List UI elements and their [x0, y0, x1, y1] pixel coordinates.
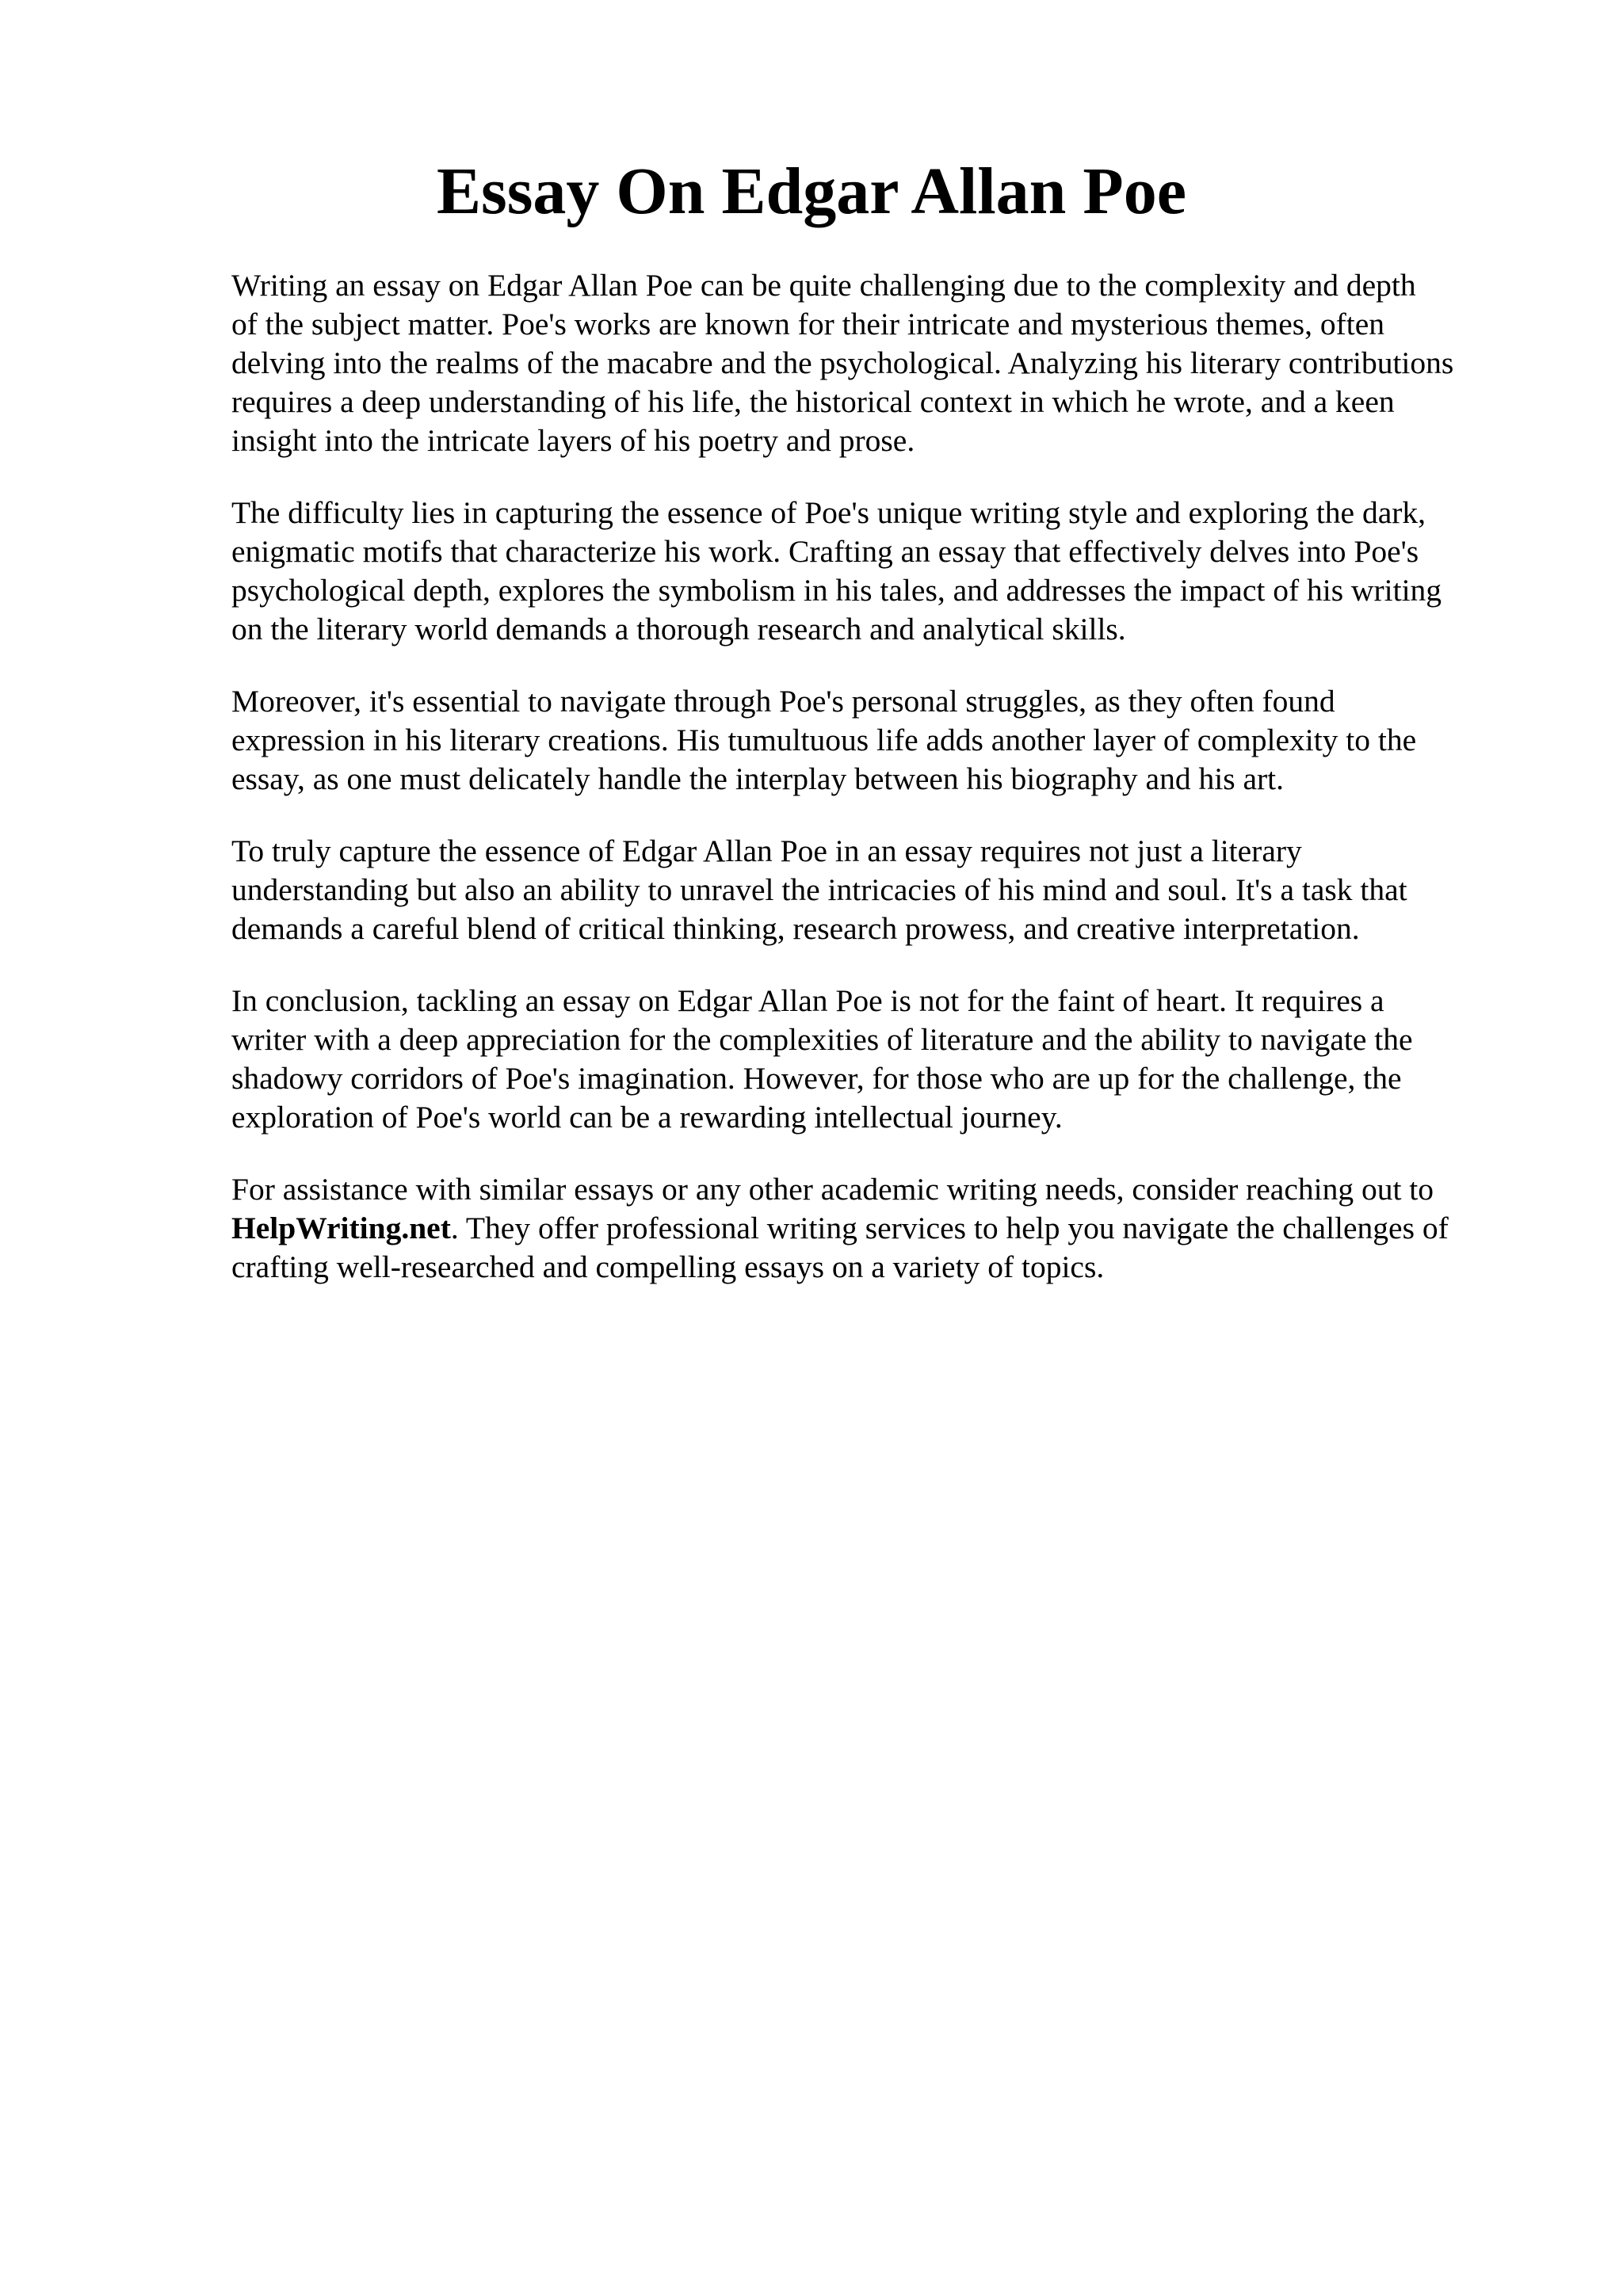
- paragraph-line: demands a careful blend of critical thinking, research prowess, and creative interpretation.: [231, 911, 1360, 946]
- paragraph-line: expression in his literary creations. His tumultuous life adds another layer of complexity to the: [231, 723, 1417, 757]
- paragraph-5: [231, 982, 1531, 1137]
- paragraph-line: Moreover, it's essential to navigate through Poe's personal struggles, as they often found: [231, 684, 1335, 719]
- paragraph-3: [231, 682, 1531, 799]
- paragraph-line: writer with a deep appreciation for the complexities of literature and the ability to navigate the: [231, 1022, 1413, 1057]
- paragraph-line: psychological depth, explores the symbolism in his tales, and addresses the impact of his writing: [231, 573, 1442, 608]
- paragraph-line: To truly capture the essence of Edgar Allan Poe in an essay requires not just a literary: [231, 833, 1302, 868]
- paragraph-line: understanding but also an ability to unravel the intricacies of his mind and soul. It's a task that: [231, 872, 1407, 907]
- paragraph-line: shadowy corridors of Poe's imagination. However, for those who are up for the challenge, the: [231, 1061, 1402, 1096]
- essay-body: [231, 266, 1531, 1320]
- paragraph-line: crafting well-researched and compelling essays on a variety of topics.: [231, 1249, 1105, 1284]
- helpwriting-brand-link[interactable]: HelpWriting.net: [231, 1211, 451, 1245]
- paragraph-line: In conclusion, tackling an essay on Edgar Allan Poe is not for the faint of heart. It requires a: [231, 983, 1384, 1018]
- paragraph-1: [231, 266, 1531, 460]
- paragraph-2: [231, 494, 1531, 649]
- paragraph-4: [231, 832, 1531, 948]
- paragraph-line: Writing an essay on Edgar Allan Poe can be quite challenging due to the complexity and depth: [231, 268, 1416, 303]
- paragraph-line: enigmatic motifs that characterize his work. Crafting an essay that effectively delves into Poe's: [231, 534, 1419, 569]
- closing-line-rest: . They offer professional writing services to help you navigate the challenges of: [450, 1211, 1449, 1245]
- page-title: Essay On Edgar Allan Poe: [437, 154, 1186, 228]
- paragraph-line: of the subject matter. Poe's works are known for their intricate and mysterious themes, often: [231, 307, 1385, 341]
- paragraph-line: on the literary world demands a thorough research and analytical skills.: [231, 612, 1126, 646]
- paragraph-line: delving into the realms of the macabre and the psychological. Analyzing his literary contributions: [231, 345, 1454, 380]
- paragraph-line: essay, as one must delicately handle the interplay between his biography and his art.: [231, 761, 1284, 796]
- paragraph-line: [231, 1209, 1531, 1248]
- closing-paragraph: [231, 1170, 1531, 1287]
- paragraph-line: insight into the intricate layers of his poetry and prose.: [231, 423, 915, 458]
- paragraph-line: exploration of Poe's world can be a rewarding intellectual journey.: [231, 1100, 1063, 1135]
- paragraph-line: For assistance with similar essays or any other academic writing needs, consider reaching out to: [231, 1172, 1434, 1207]
- paragraph-line: requires a deep understanding of his life, the historical context in which he wrote, and a keen: [231, 384, 1395, 419]
- paragraph-line: The difficulty lies in capturing the essence of Poe's unique writing style and exploring the dark,: [231, 495, 1426, 530]
